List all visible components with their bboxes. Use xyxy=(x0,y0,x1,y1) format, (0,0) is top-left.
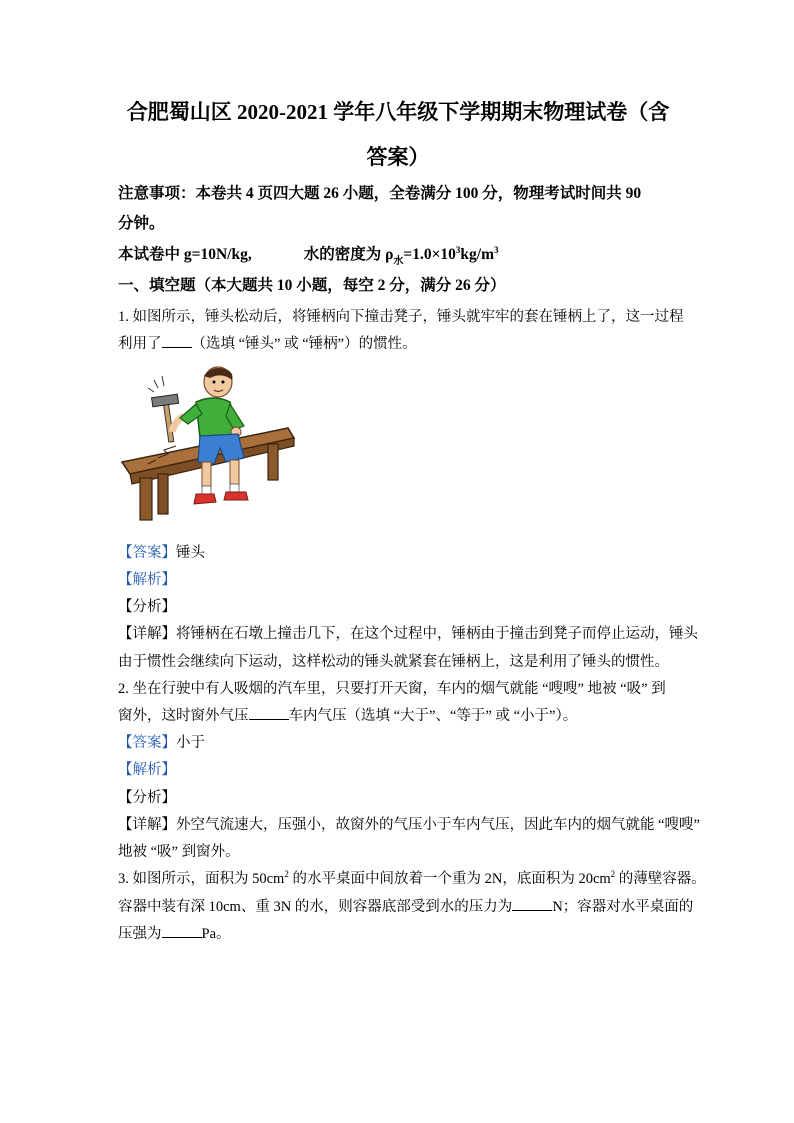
q3-stem-line-3: 压强为 Pa。 xyxy=(118,926,231,942)
density-subscript: 水 xyxy=(393,256,404,267)
page-title-continued: 答案） xyxy=(366,145,430,169)
q3-stem-line-2: 容器中装有深 10cm、重 3N 的水，则容器底部受到水的压力为 N；容器对水平桌面的 xyxy=(118,899,694,915)
notice-line-1: 注意事项：本卷共 4 页四大题 26 小题，全卷满分 100 分，物理考试时间共 90 xyxy=(118,185,642,202)
page-title: 合肥蜀山区 2020-2021 学年八年级下学期期末物理试卷（含 xyxy=(126,100,670,124)
q1-analysis-label: 【解析】 xyxy=(118,572,176,588)
q1-stem-line-2: 利用了 （选填 “锤头” 或 “锤柄”）的惯性。 xyxy=(118,336,417,352)
q2-fenxi-label: 【分析】 xyxy=(118,790,176,806)
illustration-svg xyxy=(118,366,298,531)
q3-stem-line-1: 3. 如图所示，面积为 $50cm^2$ 的水平桌面中间放着一个重为 2N，底面积为 $20cm^2$ 的薄壁容器。 xyxy=(118,869,706,887)
q1-answer xyxy=(118,541,205,562)
answer-label: 【答案】 xyxy=(118,545,176,561)
density-label: 水的密度为 ρ xyxy=(303,246,394,263)
q1-blank xyxy=(162,335,192,348)
q1-detail-line-1: 【详解】将锤柄在石墩上撞击几下，在这个过程中，锤柄由于撞击到凳子而停止运动，锤头 xyxy=(118,626,698,642)
gravity-constant: 本试卷中 g=10N/kg, xyxy=(118,246,252,263)
hammer-boy-illustration xyxy=(118,366,298,531)
q3-blank-1 xyxy=(512,898,552,911)
answer-label: 【答案】 xyxy=(118,735,176,751)
q1-fenxi-label: 【分析】 xyxy=(118,599,176,615)
q1-detail-line-2: 由于惯性会继续向下运动，这样松动的锤头就紧套在锤柄上，这是利用了锤头的惯性。 xyxy=(118,654,669,670)
detail-label: 【详解】 xyxy=(118,626,176,642)
q2-answer xyxy=(118,731,205,752)
q2-blank xyxy=(249,707,289,720)
density-exponent: 3 xyxy=(455,245,461,255)
constants-line xyxy=(118,242,499,267)
q3-blank-2 xyxy=(162,925,202,938)
density-unit-exponent: 3 xyxy=(494,245,499,255)
density-unit: kg/m xyxy=(460,246,495,263)
q2-analysis-label: 【解析】 xyxy=(118,762,176,778)
detail-label: 【详解】 xyxy=(118,817,176,833)
q2-detail-line-2: 地被 “吸” 到窗外。 xyxy=(118,844,240,860)
q2-detail-line-1: 【详解】外空气流速大，压强小，故窗外的气压小于车内气压，因此车内的烟气就能 “嗖嗖” xyxy=(118,817,700,833)
q1-stem-line-1: 1. 如图所示，锤头松动后，将锤柄向下撞击凳子，锤头就牢牢的套在锤柄上了，这一过程 xyxy=(118,309,684,325)
answer-text: 锤头 xyxy=(176,545,205,561)
q2-stem-line-1: 2. 坐在行驶中有人吸烟的汽车里，只要打开天窗，车内的烟气就能 “嗖嗖” 地被 “吸” 到 xyxy=(118,681,666,697)
answer-text: 小于 xyxy=(176,735,205,751)
density-value: =1.0×10 xyxy=(403,246,456,263)
notice-line-2: 分钟。 xyxy=(118,215,165,232)
q2-stem-line-2: 窗外，这时窗外气压 车内气压（选填 “大于”、“等于” 或 “小于”）。 xyxy=(118,708,578,724)
section-heading: 一、填空题（本大题共 10 小题，每空 2 分，满分 26 分） xyxy=(118,277,506,294)
